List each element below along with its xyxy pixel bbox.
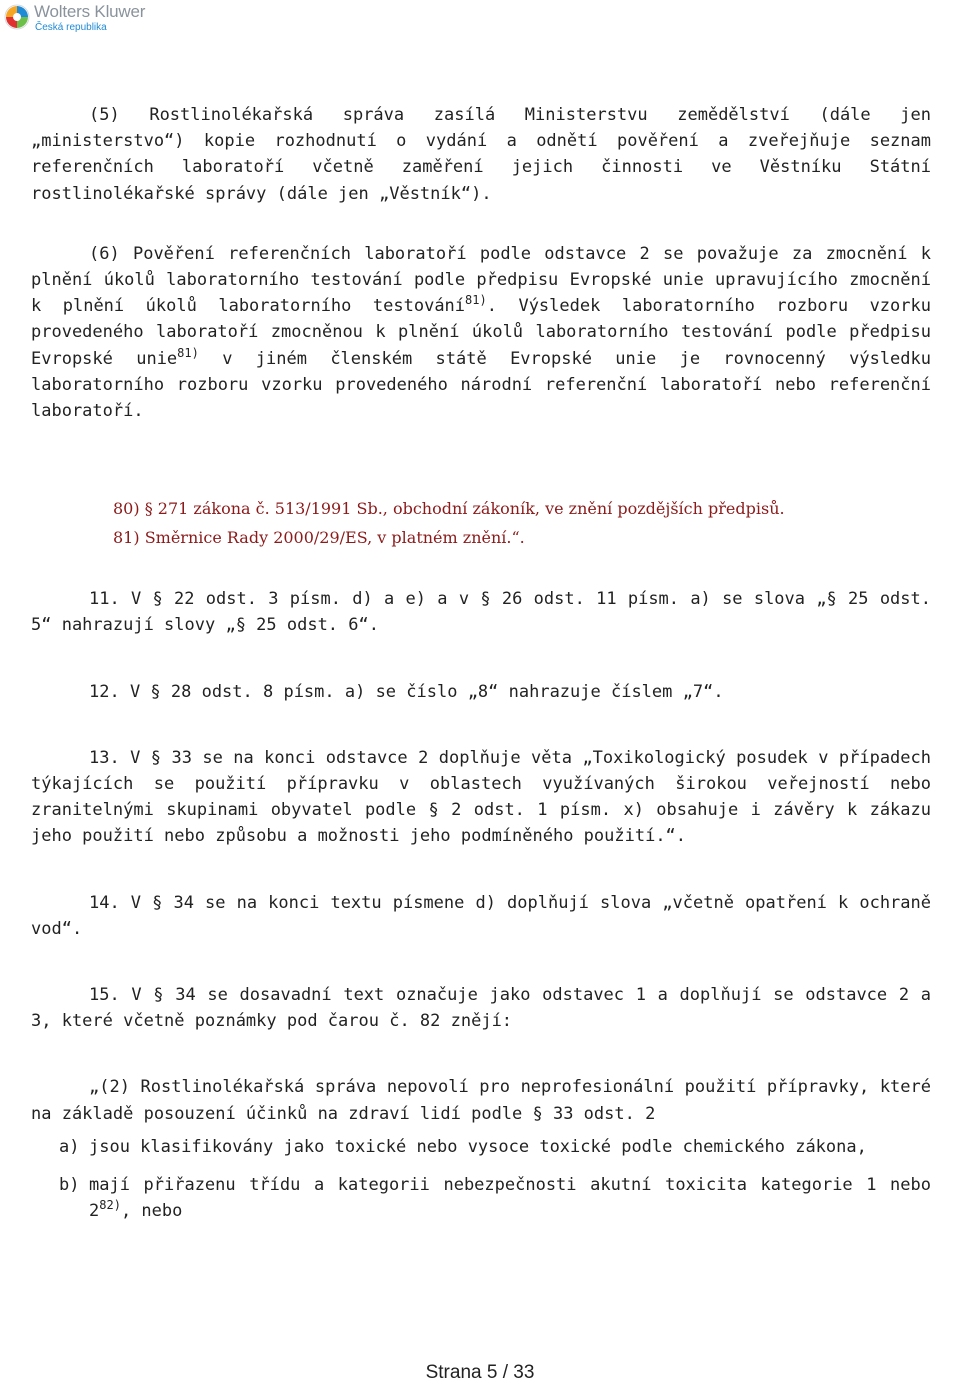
paragraph-6-text-c: v jiném členském státě Evropské unie je rovnocenný výsledku laboratorního rozboru vzorku provedeného národní referenční laboratoří nebo referenční laboratoří.	[31, 348, 931, 422]
point-14: 14. V § 34 se na konci textu písmene d) doplňují slova „včetně opatření k ochraně vod“.	[31, 892, 931, 939]
footnote-ref-81: 81)	[177, 345, 199, 360]
list-item-b	[31, 1172, 931, 1224]
footnote-80: 80) § 271 zákona č. 513/1991 Sb., obchodní zákoník, ve znění pozdějších předpisů.	[113, 499, 785, 519]
wolters-kluwer-logo	[4, 2, 164, 38]
point-12: 12. V § 28 odst. 8 písm. a) se číslo „8“ nahrazuje číslem „7“.	[89, 681, 724, 702]
list-item-text: jsou klasifikovány jako toxické nebo vysoce toxické podle chemického zákona,	[89, 1136, 867, 1157]
list-item-b-tail: , nebo	[120, 1201, 183, 1222]
paragraph-6-text-a: (6) Pověření referenčních laboratoří podle odstavce 2 se považuje za zmocnění k plnění úkolů laboratorního testování podle předpisu Evropské unie upravujícího zmocnění k plnění úkolů laboratorního testování	[31, 243, 931, 317]
footnote-81: 81) Směrnice Rady 2000/29/ES, v platném znění.“.	[113, 528, 525, 548]
logo-subtitle: Česká republika	[35, 22, 107, 33]
logo-mark-icon	[4, 4, 30, 30]
list-item-b-text: mají přiřazenu třídu a kategorii nebezpečnosti akutní toxicita kategorie 1 nebo 2	[89, 1175, 931, 1222]
document-body	[31, 102, 931, 1224]
paragraph-6-text-b: . Výsledek laboratorního rozboru vzorku provedeného laboratoří zmocněnou k plnění úkolů laboratorního testování podle předpisu Evropské unie	[31, 296, 931, 369]
page-number: Strana 5 / 33	[425, 1362, 535, 1383]
footnote-ref-81: 81)	[465, 293, 487, 308]
list-item-a	[31, 1134, 931, 1160]
footnote-ref-82: 82)	[99, 1198, 121, 1213]
list-item-text	[89, 1172, 931, 1224]
list-item-label: b)	[59, 1175, 80, 1196]
list-item-label: a)	[59, 1136, 80, 1157]
quote-paragraph-2: „(2) Rostlinolékařská správa nepovolí pro neprofesionální použití přípravky, které na základě posouzení účinků na zdraví lidí podle § 33 odst. 2	[31, 1077, 931, 1124]
point-11: 11. V § 22 odst. 3 písm. d) a e) a v § 26 odst. 11 písm. a) se slova „§ 25 odst. 5“ nahrazují slovy „§ 25 odst. 6“.	[31, 589, 931, 636]
point-15: 15. V § 34 se dosavadní text označuje jako odstavec 1 a doplňují se odstavce 2 a 3, které včetně poznámky pod čarou č. 82 znějí:	[31, 985, 931, 1032]
paragraph-6	[31, 241, 931, 424]
paragraph-5: (5) Rostlinolékařská správa zasílá Ministerstvu zemědělství (dále jen „ministerstvo“) kopie rozhodnutí o vydání a odnětí pověření a zveřejňuje seznam referenčních laboratoří včetně zaměření jejich činnosti ve Věstníku Státní rostlinolékařské správy (dále jen „Věstník“).	[31, 105, 931, 204]
point-13: 13. V § 33 se na konci odstavce 2 doplňuje věta „Toxikologický posudek v případech týkajících se použití přípravku v oblastech využívaných širokou veřejností nebo zranitelnými skupinami obyvatel podle § 2 odst. 1 písm. x) obsahuje i závěry k zákazu jeho použití nebo způsobu a možnosti jeho podmíněného použití.“.	[31, 747, 931, 847]
logo-name: Wolters Kluwer	[34, 2, 146, 21]
